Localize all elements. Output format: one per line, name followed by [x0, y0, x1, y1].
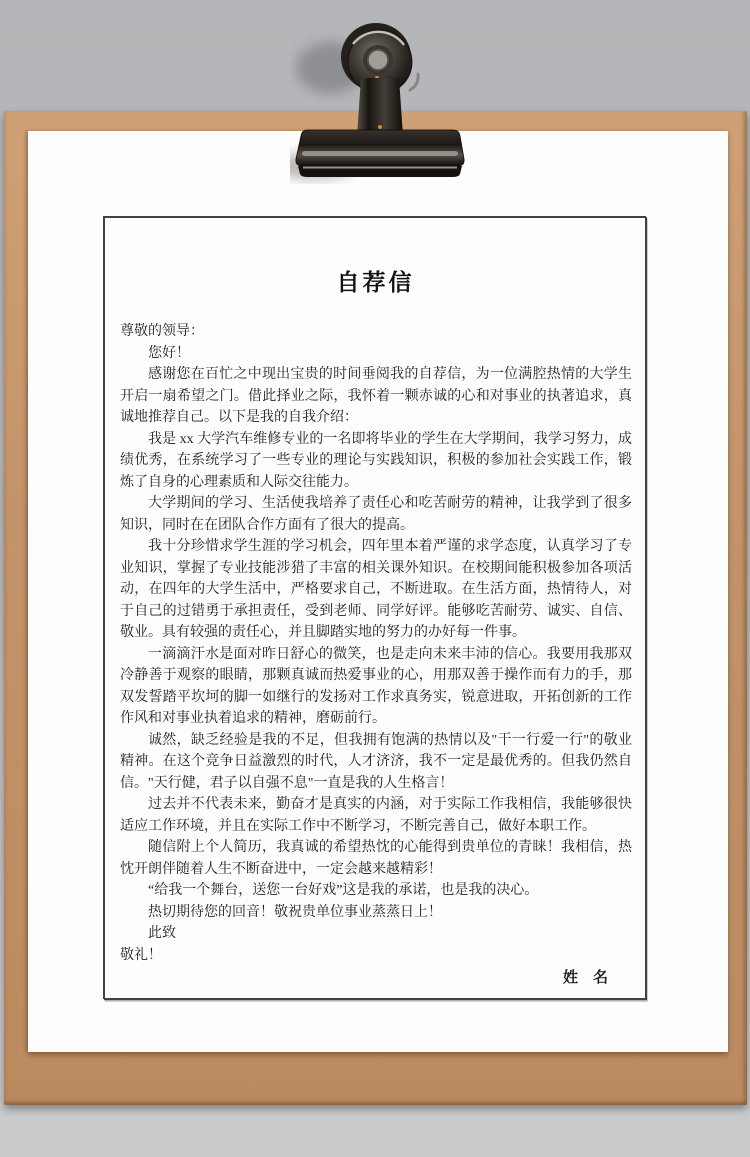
binder-clip-icon	[290, 14, 470, 184]
letter-paragraph: 过去并不代表未来，勤奋才是真实的内涵，对于实际工作我相信，我能够很快适应工作环境，并且在实际工作中不断学习，不断完善自己，做好本职工作。	[120, 797, 632, 834]
letter-paragraph: 我十分珍惜求学生涯的学习机会，四年里本着严谨的求学态度，认真学习了专业知识，掌握了专业技能涉猎了丰富的相关课外知识。在校期间能积极参加各项活动，在四年的大学生活中，严格要求自己，不断进取。在生活方面，热情待人，对于自己的过错勇于承担责任，受到老师、同学好评。能够吃苦耐劳、诚实、自信、敬业。具有较强的责任心，并且脚踏实地的努力的办好每一件事。	[120, 539, 632, 640]
letter-paragraph: 诚然，缺乏经验是我的不足，但我拥有饱满的热情以及"干一行爱一行"的敬业精神。在这个竞争日益激烈的时代，人才济济，我不一定是最优秀的。但我仍然自信。"天行健，君子以自强不息"一直是我的人生格言！	[120, 732, 632, 791]
closing-cizhi: 此致	[148, 926, 176, 941]
greeting: 您好！	[148, 345, 190, 361]
closing-jingli: 敬礼！	[120, 947, 162, 963]
letter-paragraph: 一滴滴汗水是面对昨日舒心的微笑，也是走向未来丰沛的信心。我要用我那双冷静善于观察的眼睛，那颗真诚而热爱事业的心，用那双善于操作而有力的手，那双发誓踏平坎坷的脚一如继行的发扬对工作求真务实，锐意进取，开拓创新的工作作风和对事业执着追求的精神，磨砺前行。	[120, 646, 632, 726]
letter-body	[120, 321, 632, 990]
letter-paragraph: 大学期间的学习、生活使我培养了责任心和吃苦耐劳的精神，让我学到了很多知识，同时在在团队合作方面有了很大的提高。	[120, 496, 632, 533]
letter-paragraph: “给我一个舞台，送您一台好戏”这是我的承诺，也是我的决心。	[148, 883, 539, 898]
salutation: 尊敬的领导：	[120, 324, 204, 339]
letter-paragraph: 随信附上个人简历，我真诚的希望热忱的心能得到贵单位的青睐！我相信，热忱开朗伴随着人生不断奋进中，一定会越来越精彩！	[120, 840, 632, 877]
letter-frame	[104, 217, 647, 1000]
signature-name: 姓 名	[562, 970, 608, 986]
letter-paragraph: 我是 xx 大学汽车维修专业的一名即将毕业的学生在大学期间，我学习努力，成绩优秀，在系统学习了一些专业的理论与实践知识，积极的参加社会实践工作，锻炼了自身的心理素质和人际交往能力。	[120, 431, 632, 490]
letter-paragraph: 热切期待您的回音！敬祝贵单位事业蒸蒸日上！	[148, 904, 442, 920]
letter-title: 自荐信	[336, 270, 415, 295]
letter-paragraph: 感谢您在百忙之中现出宝贵的时间垂阅我的自荐信，为一位满腔热情的大学生开启一扇希望之门。借此择业之际，我怀着一颗赤诚的心和对事业的执著追求，真诚地推荐自己。以下是我的自我介绍：	[120, 367, 632, 425]
